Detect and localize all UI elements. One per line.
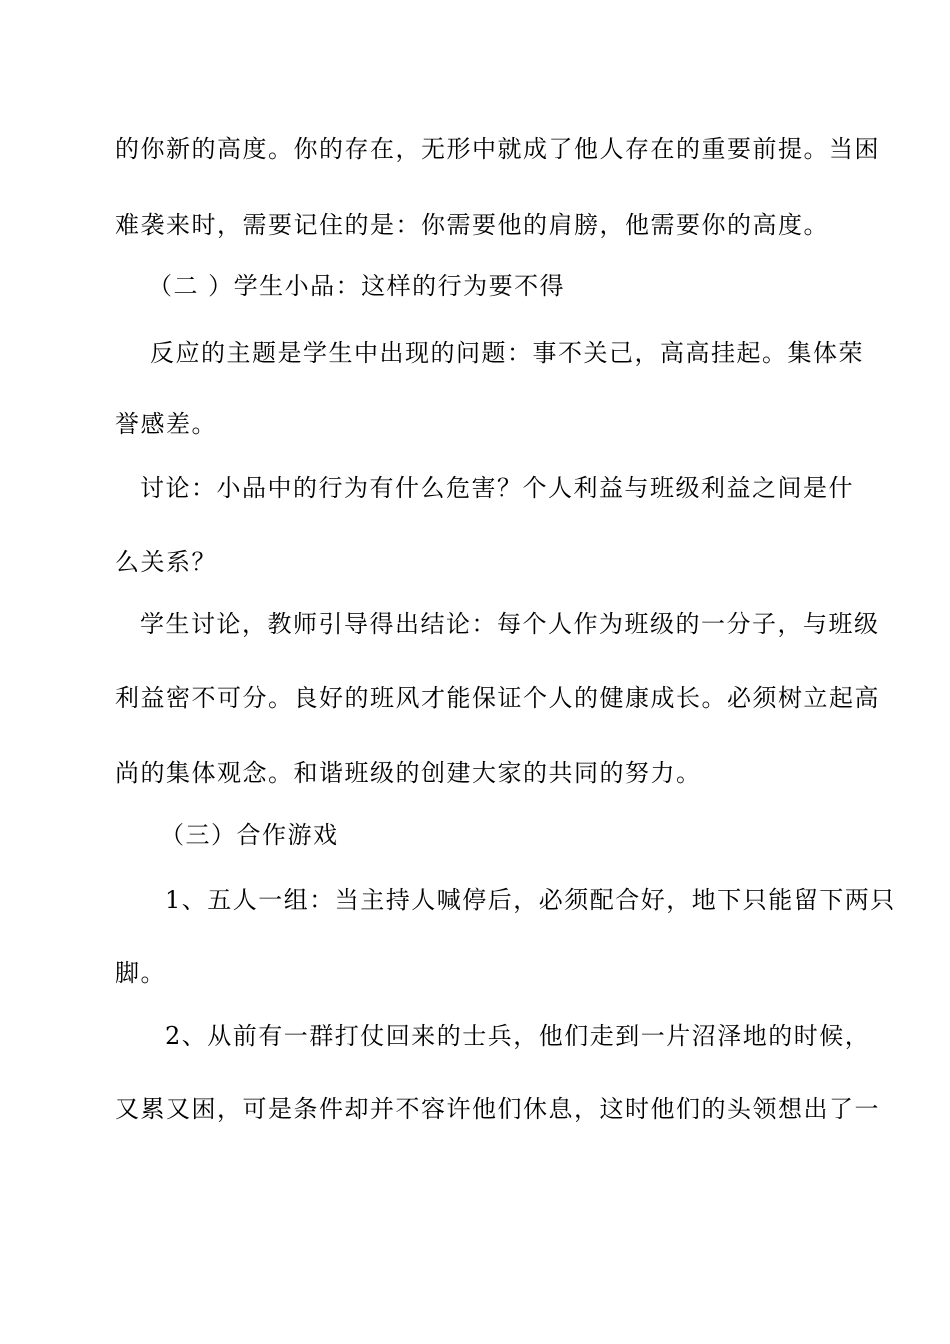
- body-text-line: 利益密不可分。良好的班风才能保证个人的健康成长。必须树立起高: [115, 684, 880, 712]
- section-heading-3: （三）合作游戏: [160, 821, 339, 849]
- body-text-line: 反应的主题是学生中出现的问题：事不关己，高高挂起。集体荣: [150, 339, 864, 367]
- body-text-line: 讨论：小品中的行为有什么危害？个人利益与班级利益之间是什: [140, 474, 854, 502]
- list-item-1: 1、五人一组：当主持人喊停后，必须配合好，地下只能留下两只: [165, 886, 896, 914]
- body-text-line: 誉感差。: [115, 410, 217, 438]
- body-text-line: 的你新的高度。你的存在，无形中就成了他人存在的重要前提。当困: [115, 135, 880, 163]
- body-text-line: 么关系？: [115, 548, 217, 576]
- body-text-line: 脚。: [115, 959, 166, 987]
- body-text-line: 难袭来时，需要记住的是：你需要他的肩膀，他需要你的高度。: [115, 211, 829, 239]
- section-heading-2: （二 ）学生小品：这样的行为要不得: [148, 272, 566, 300]
- body-text-line: 学生讨论，教师引导得出结论：每个人作为班级的一分子，与班级: [140, 610, 880, 638]
- list-item-2: 2、从前有一群打仗回来的士兵，他们走到一片沼泽地的时候，: [165, 1022, 871, 1050]
- body-text-line: 又累又困，可是条件却并不容许他们休息，这时他们的头领想出了一: [115, 1095, 880, 1123]
- body-text-line: 尚的集体观念。和谐班级的创建大家的共同的努力。: [115, 759, 702, 787]
